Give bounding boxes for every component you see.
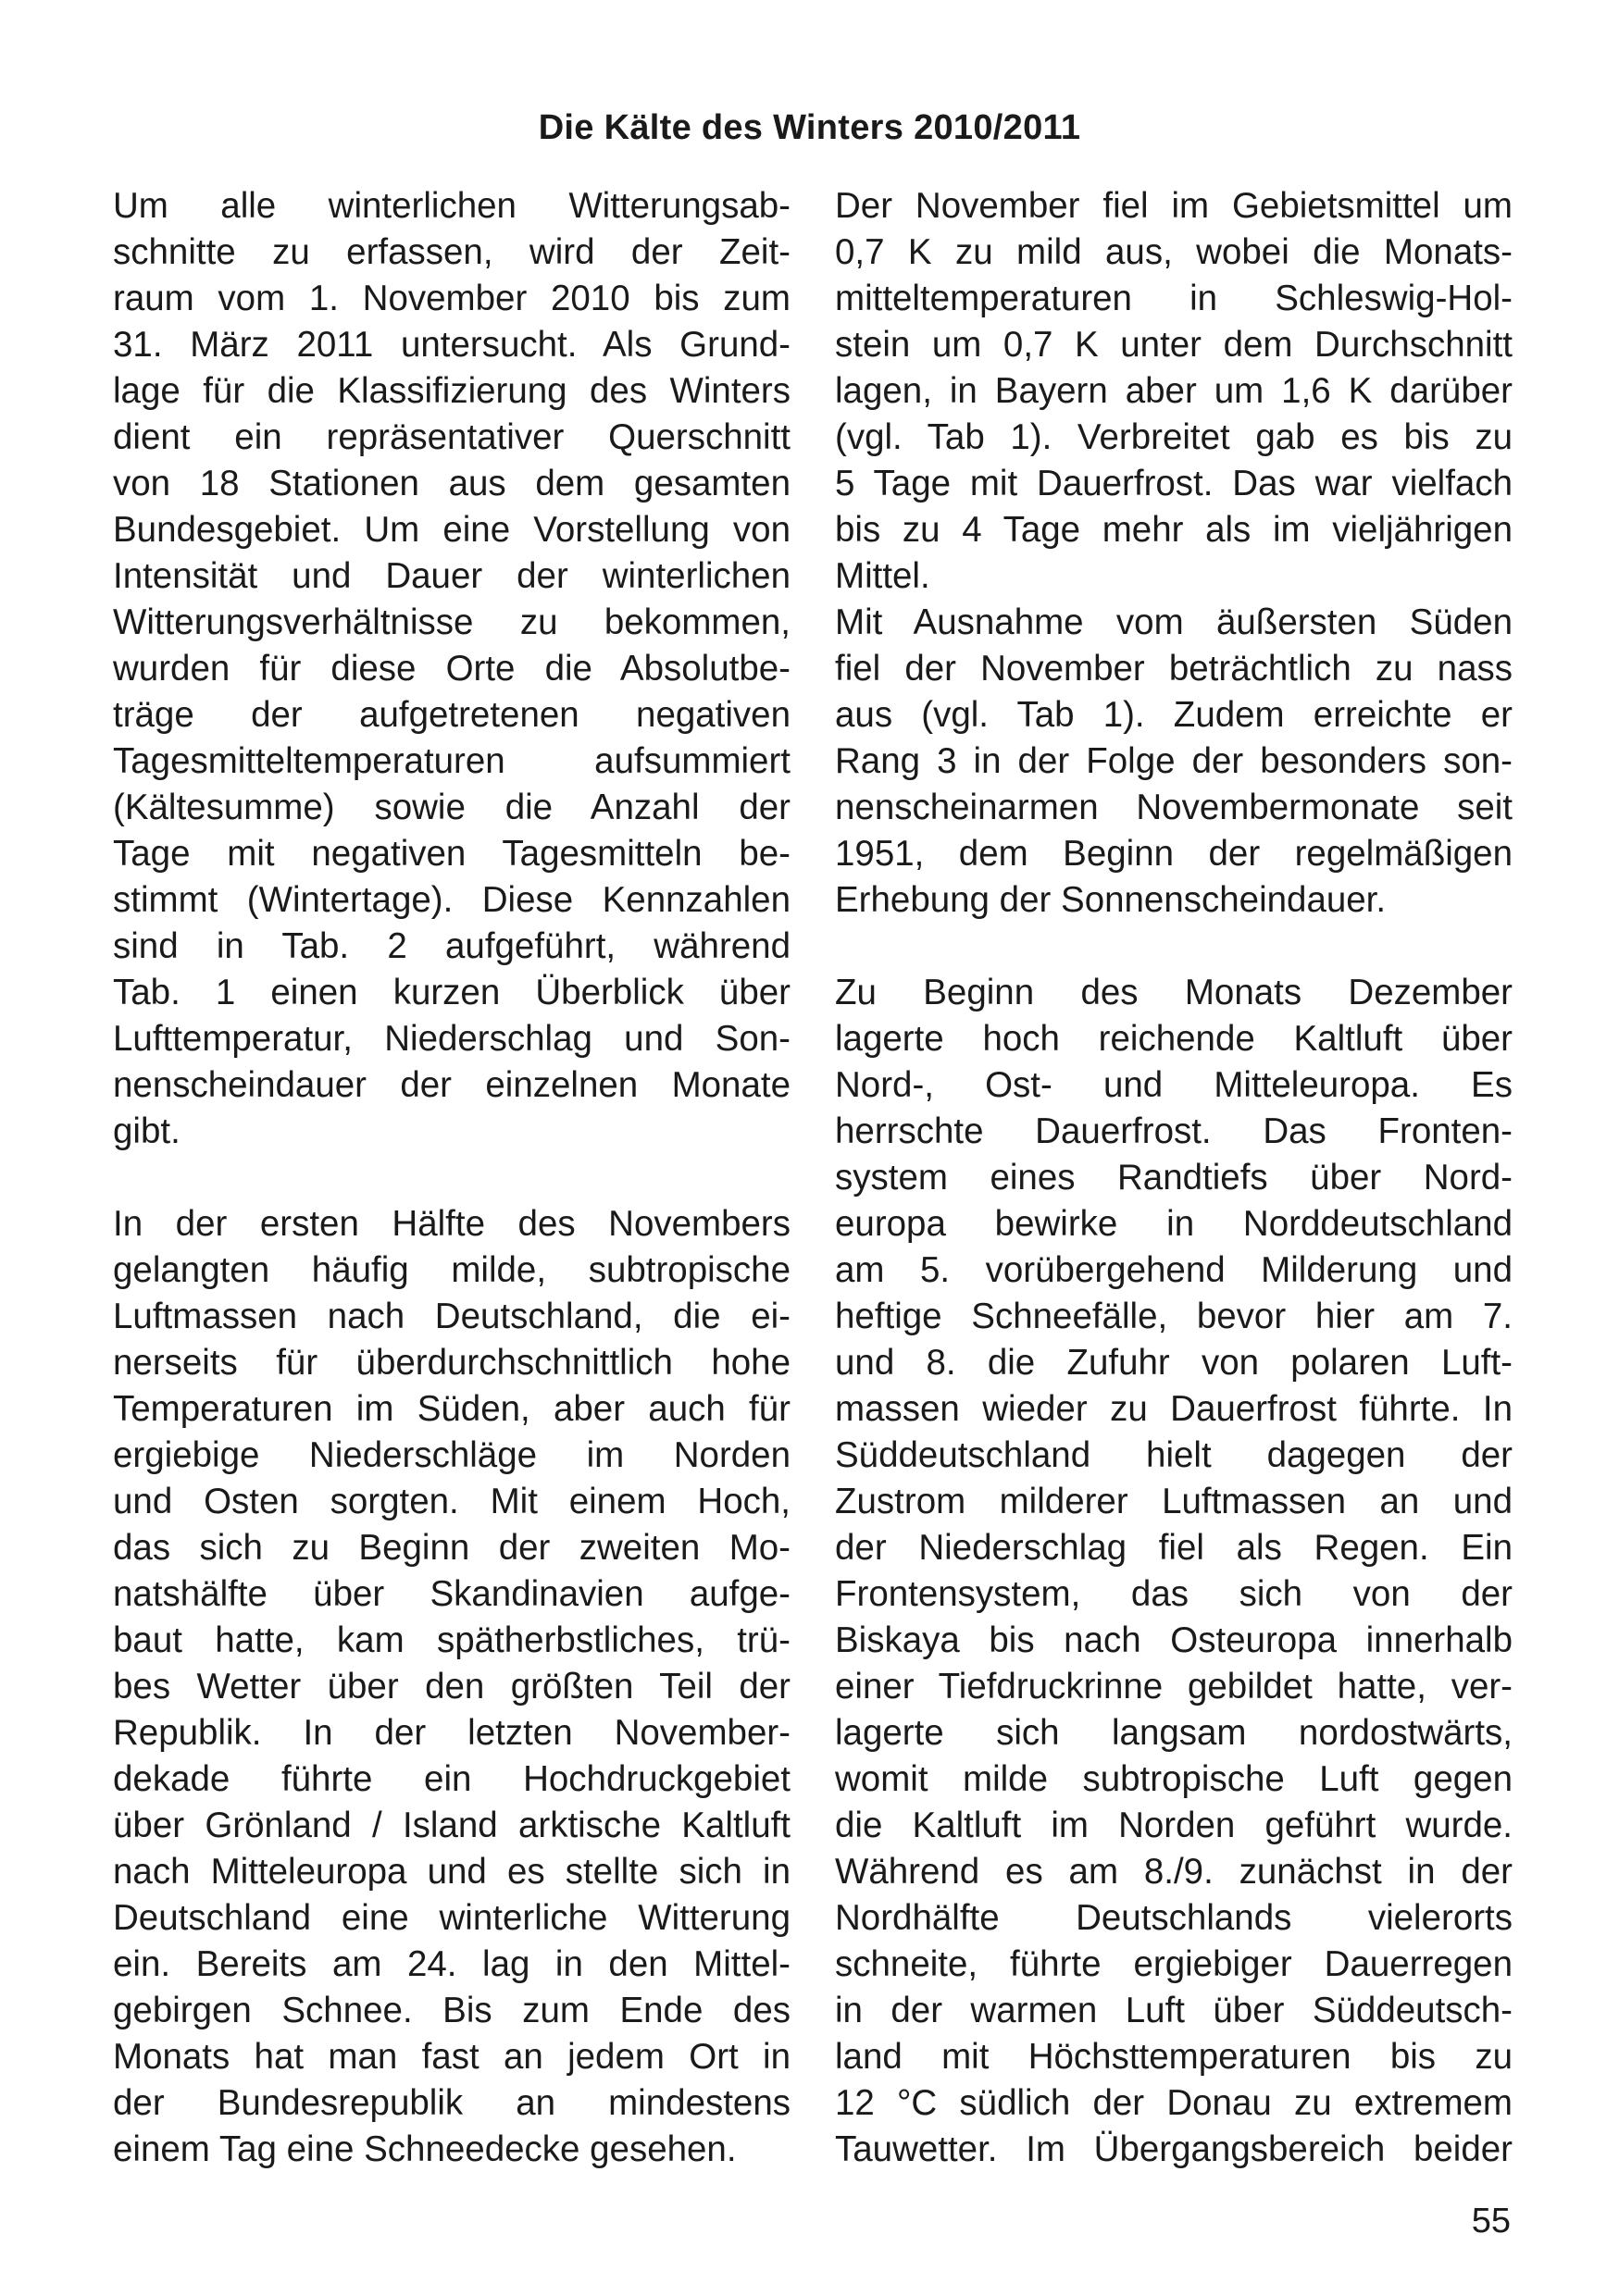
text-line: 0,7 K zu mild aus, wobei die Monats-: [835, 232, 1513, 272]
text-line: ergiebige Niederschläge im Norden: [113, 1435, 791, 1475]
text-line: träge der aufgetretenen negativen: [113, 695, 791, 735]
text-line: der Niederschlag fiel als Regen. Ein: [835, 1528, 1513, 1568]
text-line: und 8. die Zufuhr von polaren Luft-: [835, 1343, 1513, 1383]
text-line: 5 Tage mit Dauerfrost. Das war vielfach: [835, 464, 1513, 503]
text-line: Monats hat man fast an jedem Ort in: [113, 2037, 791, 2077]
text-line: Bundesgebiet. Um eine Vorstellung von: [113, 510, 791, 550]
text-line: nenscheinarmen Novembermonate seit: [835, 788, 1513, 827]
text-line: einer Tiefdruckrinne gebildet hatte, ver-: [835, 1667, 1513, 1706]
text-line: Temperaturen im Süden, aber auch für: [113, 1389, 791, 1429]
text-line: bis zu 4 Tage mehr als im vieljährigen: [835, 510, 1513, 550]
text-line: heftige Schneefälle, bevor hier am 7.: [835, 1297, 1513, 1336]
text-line: Zustrom milderer Luftmassen an und: [835, 1482, 1513, 1521]
text-line: womit milde subtropische Luft gegen: [835, 1759, 1513, 1799]
text-line: schnitte zu erfassen, wird der Zeit-: [113, 232, 791, 272]
text-line: Um alle winterlichen Witterungsab-: [113, 186, 791, 226]
text-line: sind in Tab. 2 aufgeführt, während: [113, 926, 791, 966]
page-title: Die Kälte des Winters 2010/2011: [538, 108, 1081, 147]
text-line: In der ersten Hälfte des Novembers: [113, 1204, 791, 1244]
text-line: Tauwetter. Im Übergangsbereich beider: [835, 2129, 1513, 2169]
text-line: lagen, in Bayern aber um 1,6 K darüber: [835, 371, 1513, 411]
text-line: Lufttemperatur, Niederschlag und Son-: [113, 1019, 791, 1059]
text-line: gebirgen Schnee. Bis zum Ende des: [113, 1991, 791, 2030]
paragraph-gap: [113, 1155, 791, 1201]
text-line: am 5. vorübergehend Milderung und: [835, 1250, 1513, 1290]
text-line: nach Mitteleuropa und es stellte sich in: [113, 1852, 791, 1892]
text-line: über Grönland / Island arktische Kaltluft: [113, 1806, 791, 1845]
text-line: Deutschland eine winterliche Witterung: [113, 1898, 791, 1938]
text-line: fiel der November beträchtlich zu nass: [835, 649, 1513, 689]
text-line: herrschte Dauerfrost. Das Fronten-: [835, 1111, 1513, 1151]
text-line: aus (vgl. Tab 1). Zudem erreichte er: [835, 695, 1513, 735]
right-text-column: [835, 183, 1513, 2173]
text-line: nerseits für überdurchschnittlich hohe: [113, 1343, 791, 1383]
text-line: Mit Ausnahme vom äußersten Süden: [835, 602, 1513, 642]
text-line: Während es am 8./9. zunächst in der: [835, 1852, 1513, 1892]
text-line: lagerte sich langsam nordostwärts,: [835, 1713, 1513, 1753]
text-line: dekade führte ein Hochdruckgebiet: [113, 1759, 791, 1799]
text-line: Erhebung der Sonnenscheindauer.: [835, 880, 1387, 920]
text-line: 31. März 2011 untersucht. Als Grund-: [113, 325, 791, 365]
text-line: bes Wetter über den größten Teil der: [113, 1667, 791, 1706]
text-line: von 18 Stationen aus dem gesamten: [113, 464, 791, 503]
text-line: dient ein repräsentativer Querschnitt: [113, 417, 791, 457]
text-line: (Kältesumme) sowie die Anzahl der: [113, 788, 791, 827]
text-line: stein um 0,7 K unter dem Durchschnitt: [835, 325, 1513, 365]
text-line: Intensität und Dauer der winterlichen: [113, 556, 791, 596]
text-line: die Kaltluft im Norden geführt wurde.: [835, 1806, 1513, 1845]
text-line: europa bewirke in Norddeutschland: [835, 1204, 1513, 1244]
text-line: massen wieder zu Dauerfrost führte. In: [835, 1389, 1513, 1429]
text-line: mitteltemperaturen in Schleswig-Hol-: [835, 279, 1513, 318]
text-line: das sich zu Beginn der zweiten Mo-: [113, 1528, 791, 1568]
text-line: wurden für diese Orte die Absolutbe-: [113, 649, 791, 689]
text-line: lagerte hoch reichende Kaltluft über: [835, 1019, 1513, 1059]
text-line: Der November fiel im Gebietsmittel um: [835, 186, 1513, 226]
paragraph-gap: [835, 924, 1513, 970]
text-line: (vgl. Tab 1). Verbreitet gab es bis zu: [835, 417, 1513, 457]
text-line: Rang 3 in der Folge der besonders son-: [835, 741, 1513, 781]
text-line: Nord-, Ost- und Mitteleuropa. Es: [835, 1065, 1513, 1105]
text-line: Witterungsverhältnisse zu bekommen,: [113, 602, 791, 642]
text-line: Nordhälfte Deutschlands vielerorts: [835, 1898, 1513, 1938]
text-line: land mit Höchsttemperaturen bis zu: [835, 2037, 1513, 2077]
text-line: baut hatte, kam spätherbstliches, trü-: [113, 1620, 791, 1660]
text-line: Süddeutschland hielt dagegen der: [835, 1435, 1513, 1475]
text-line: Tage mit negativen Tagesmitteln be-: [113, 834, 791, 874]
text-line: gibt.: [113, 1111, 181, 1151]
page-number: 55: [1471, 2202, 1511, 2240]
text-line: einem Tag eine Schneedecke gesehen.: [113, 2129, 737, 2169]
text-line: nenscheindauer der einzelnen Monate: [113, 1065, 791, 1105]
text-line: system eines Randtiefs über Nord-: [835, 1158, 1513, 1198]
left-text-column: [113, 183, 791, 2173]
text-line: 12 °C südlich der Donau zu extremem: [835, 2083, 1513, 2123]
text-line: Tab. 1 einen kurzen Überblick über: [113, 973, 791, 1012]
text-line: Mittel.: [835, 556, 930, 596]
text-line: Biskaya bis nach Osteuropa innerhalb: [835, 1620, 1513, 1660]
text-line: Frontensystem, das sich von der: [835, 1574, 1513, 1614]
text-line: in der warmen Luft über Süddeutsch-: [835, 1991, 1513, 2030]
text-line: ein. Bereits am 24. lag in den Mittel-: [113, 1944, 791, 1984]
text-line: Tagesmitteltemperaturen aufsummiert: [113, 741, 791, 781]
text-line: Luftmassen nach Deutschland, die ei-: [113, 1297, 791, 1336]
text-line: der Bundesrepublik an mindestens: [113, 2083, 791, 2123]
text-line: Zu Beginn des Monats Dezember: [835, 973, 1513, 1012]
text-line: und Osten sorgten. Mit einem Hoch,: [113, 1482, 791, 1521]
text-line: natshälfte über Skandinavien aufge-: [113, 1574, 791, 1614]
text-line: Republik. In der letzten November-: [113, 1713, 791, 1753]
text-line: gelangten häufig milde, subtropische: [113, 1250, 791, 1290]
text-line: lage für die Klassifizierung des Winters: [113, 371, 791, 411]
text-line: 1951, dem Beginn der regelmäßigen: [835, 834, 1513, 874]
text-line: stimmt (Wintertage). Diese Kennzahlen: [113, 880, 791, 920]
text-line: schneite, führte ergiebiger Dauerregen: [835, 1944, 1513, 1984]
text-line: raum vom 1. November 2010 bis zum: [113, 279, 791, 318]
